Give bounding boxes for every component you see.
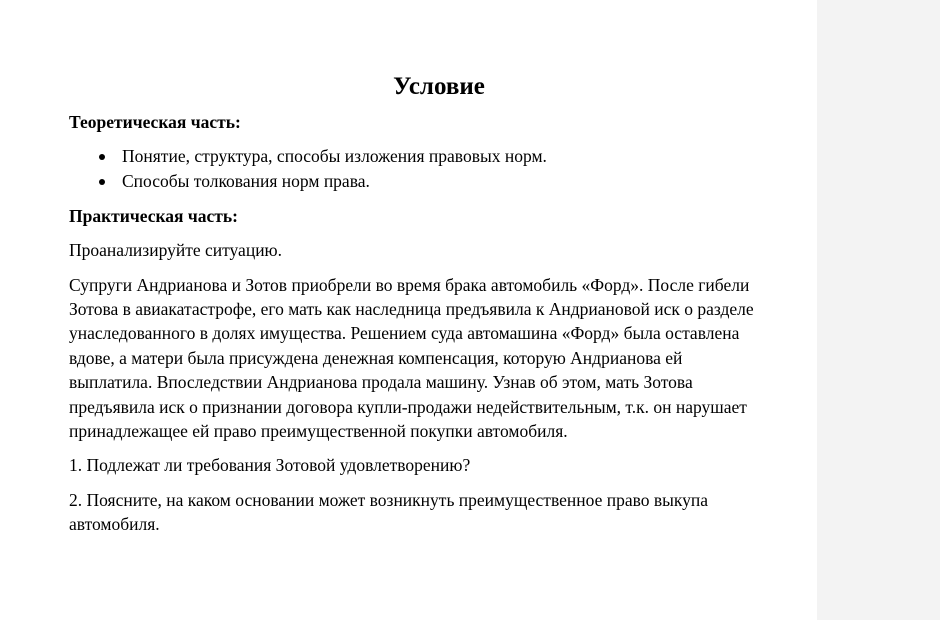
practice-heading: Практическая часть: xyxy=(69,206,238,226)
case-description: Супруги Андрианова и Зотов приобрели во время брака автомобиль «Форд». После гибели Зотова в авиакатастрофе, его мать как наследница предъявила к Андриановой иск о разделе унаследованного в долях имущества. Решением суда автомашина «Форд» была оставлена вдове, а матери была присуждена денежная компенсация, которую Андрианова ей выплатила. Впоследствии Андрианова продала машину. Узнав об этом, мать Зотова предъявила иск о признании договора купли-продажи недействительным, т.к. он нарушает принадлежащее ей право преимущественной покупки автомобиля. xyxy=(69,274,754,441)
theory-list xyxy=(69,144,769,194)
bullet-icon xyxy=(99,154,105,160)
theory-list-item xyxy=(69,144,769,169)
document-title: Условие xyxy=(393,73,485,100)
theory-list-item xyxy=(69,169,769,194)
bullet-icon xyxy=(99,179,105,185)
theory-item-text: Способы толкования норм права. xyxy=(122,171,370,191)
theory-item-text: Понятие, структура, способы изложения правовых норм. xyxy=(122,146,547,166)
document-content xyxy=(69,70,769,547)
question-1: 1. Подлежат ли требования Зотовой удовлетворению? xyxy=(69,455,471,476)
side-panel xyxy=(817,0,940,620)
practice-intro: Проанализируйте ситуацию. xyxy=(69,240,283,260)
theory-heading: Теоретическая часть: xyxy=(69,112,241,132)
question-2: 2. Поясните, на каком основании может возникнуть преимущественное право выкупа автомобиля. xyxy=(69,489,709,535)
